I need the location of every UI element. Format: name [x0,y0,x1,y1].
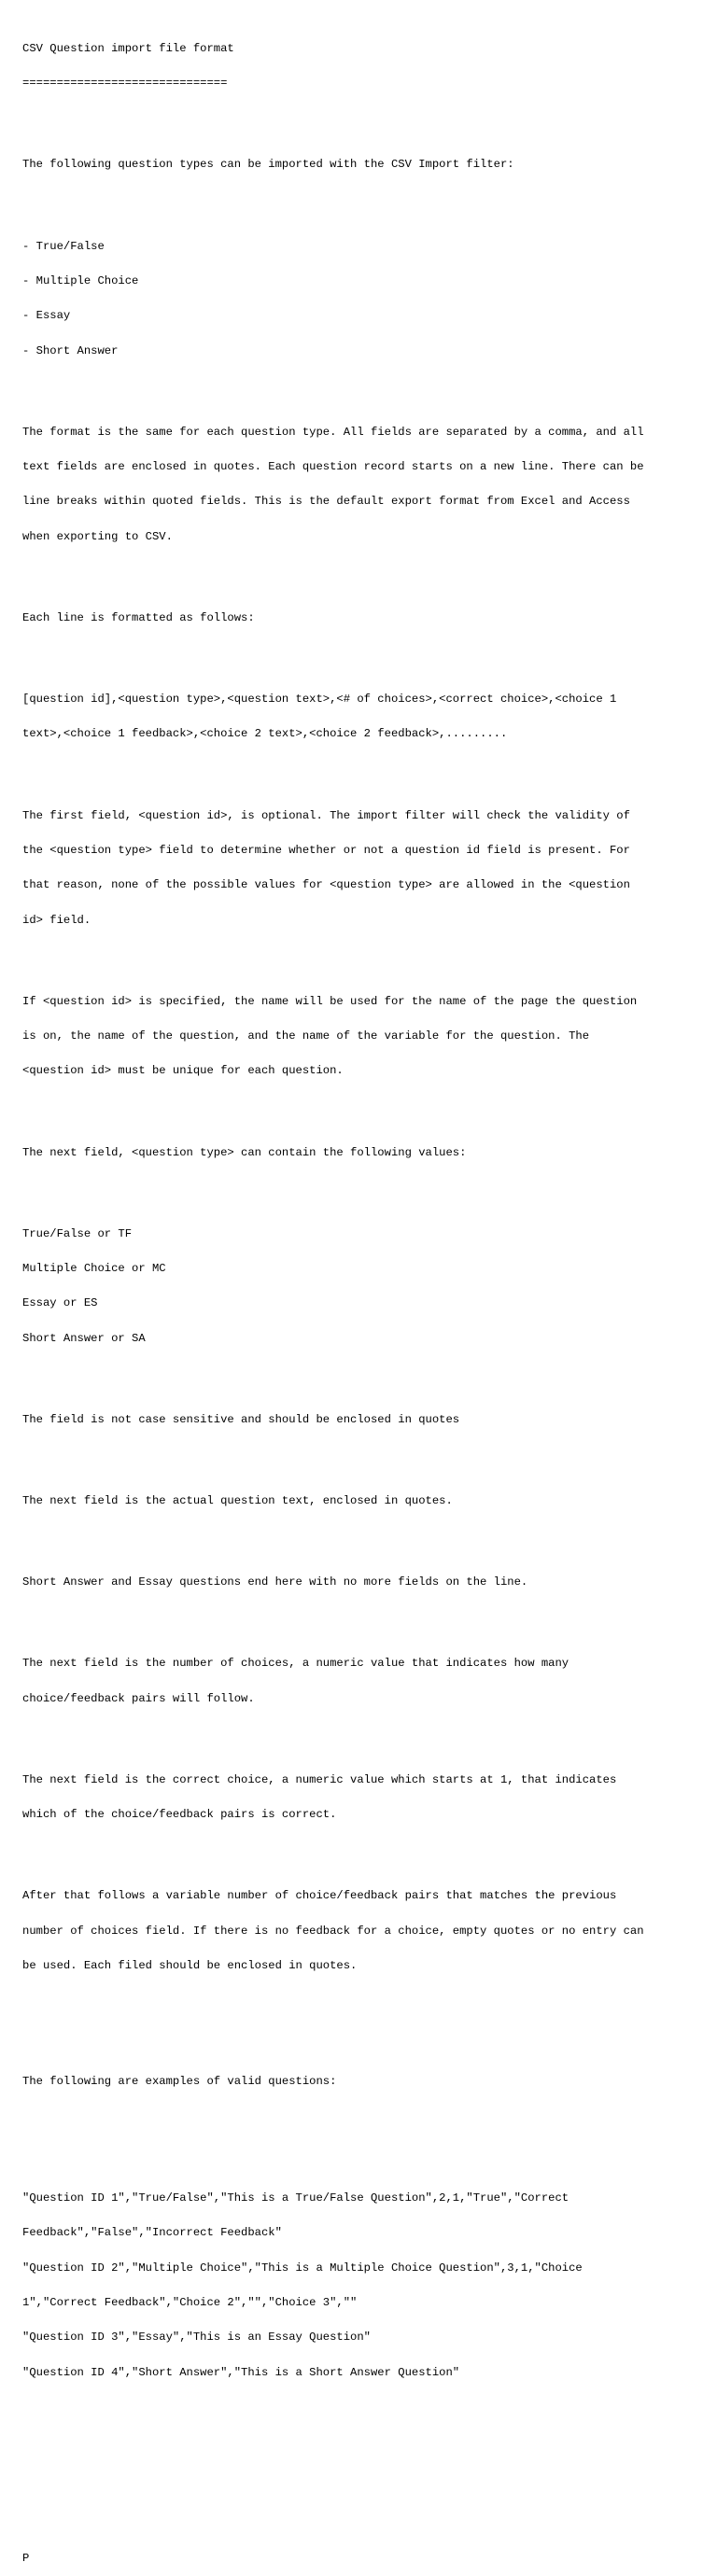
line-format-spec: text>,<choice 1 feedback>,<choice 2 text>,<choice 2 feedback>,......... [22,727,508,741]
example-line: "Question ID 3","Essay","This is an Essay Question" [22,2331,371,2345]
format-paragraph-line: text fields are enclosed in quotes. Each question record starts on a new line. There can be [22,460,644,474]
format-paragraph-line: The format is the same for each question type. All fields are separated by a comma, and all [22,425,644,439]
document-body [22,20,704,2576]
first-field-paragraph-line: that reason, none of the possible values for <question type> are allowed in the <question [22,878,630,892]
example-line: Feedback","False","Incorrect Feedback" [22,2226,282,2240]
choices-paragraph-line: choice/feedback pairs will follow. [22,1691,255,1705]
correct-paragraph-line: The next field is the correct choice, a numeric value which starts at 1, that indicates [22,1772,617,1786]
document-title: CSV Question import file format [22,41,234,55]
first-field-paragraph-line: id> field. [22,913,91,927]
line-format-spec: [question id],<question type>,<question text>,<# of choices>,<correct choice>,<choice 1 [22,693,617,707]
intro-text: The following question types can be imported with the CSV Import filter: [22,158,514,172]
case-note: The field is not case sensitive and should be enclosed in quotes [22,1412,460,1426]
example-line: 1","Correct Feedback","Choice 2","","Choice 3","" [22,2295,358,2309]
examples-intro: The following are examples of valid questions: [22,2075,337,2089]
list-item: - Essay [22,309,71,323]
first-field-paragraph-line: The first field, <question id>, is optional. The import filter will check the validity of [22,808,630,822]
correct-paragraph-line: which of the choice/feedback pairs is correct. [22,1808,337,1822]
list-item: - Short Answer [22,343,119,357]
type-value: Essay or ES [22,1296,98,1310]
list-item: - True/False [22,239,105,253]
type-value: True/False or TF [22,1226,133,1240]
question-id-paragraph-line: <question id> must be unique for each question. [22,1064,344,1078]
title-underline: ============================== [22,77,228,91]
format-paragraph-line: line breaks within quoted fields. This is the default export format from Excel and Access [22,495,630,509]
type-value: Short Answer or SA [22,1331,146,1345]
pairs-paragraph-line: be used. Each filed should be enclosed in quotes. [22,1958,358,1972]
pairs-paragraph-line: After that follows a variable number of choice/feedback pairs that matches the previous [22,1889,617,1903]
short-answer-note: Short Answer and Essay questions end here with no more fields on the line. [22,1575,528,1589]
example-line: "Question ID 4","Short Answer","This is a Short Answer Question" [22,2365,460,2379]
pairs-paragraph-line: number of choices field. If there is no feedback for a choice, empty quotes or no entry can [22,1924,644,1938]
choices-paragraph-line: The next field is the number of choices, a numeric value that indicates how many [22,1657,569,1671]
question-id-paragraph-line: If <question id> is specified, the name will be used for the name of the page the question [22,994,638,1008]
example-line: "Question ID 2","Multiple Choice","This is a Multiple Choice Question",3,1,"Choice [22,2261,583,2275]
trailing-text: P [22,2551,30,2565]
question-id-paragraph-line: is on, the name of the question, and the name of the variable for the question. The [22,1029,590,1043]
question-text-note: The next field is the actual question text, enclosed in quotes. [22,1493,453,1507]
type-value: Multiple Choice or MC [22,1261,166,1275]
next-field-intro: The next field, <question type> can contain the following values: [22,1145,467,1159]
example-line: "Question ID 1","True/False","This is a True/False Question",2,1,"True","Correct [22,2191,569,2205]
first-field-paragraph-line: the <question type> field to determine whether or not a question id field is present. For [22,843,630,857]
line-format-intro: Each line is formatted as follows: [22,610,255,624]
list-item: - Multiple Choice [22,273,139,287]
format-paragraph-line: when exporting to CSV. [22,529,173,543]
